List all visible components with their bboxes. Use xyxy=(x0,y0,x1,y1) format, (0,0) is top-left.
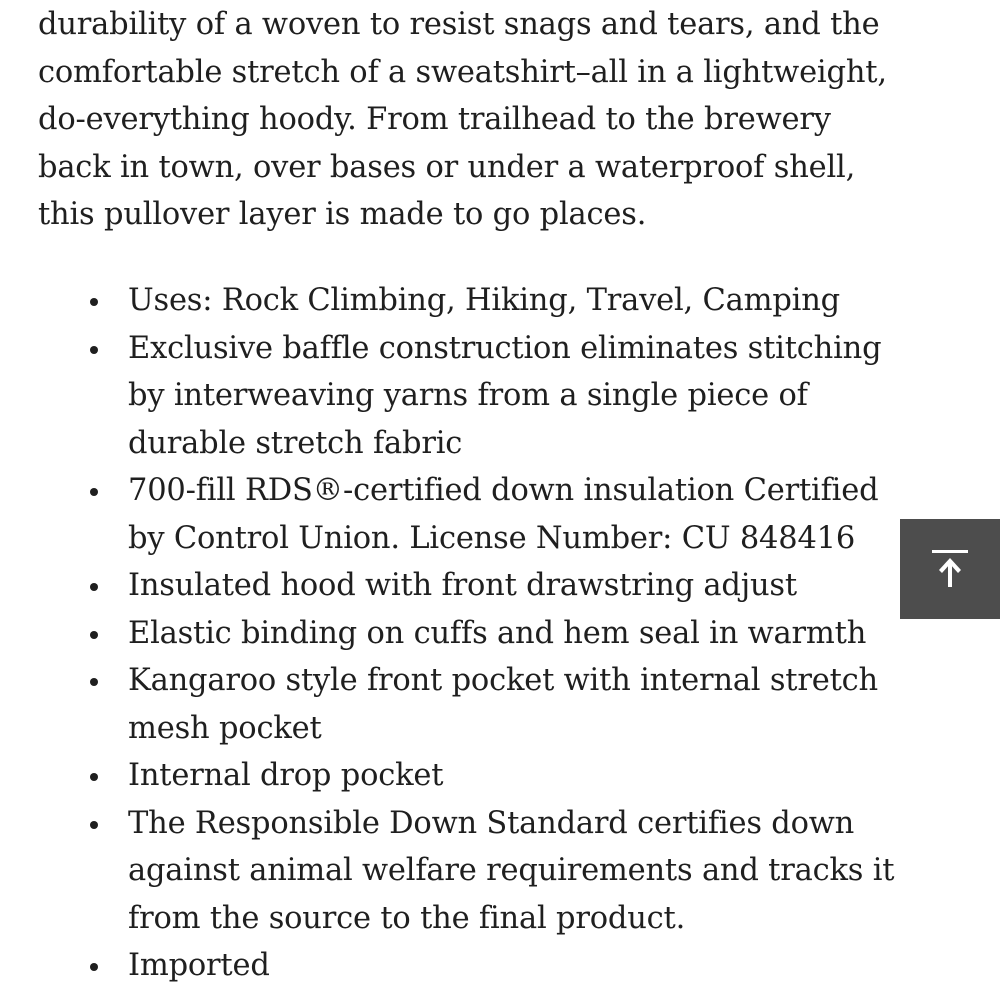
bullet-icon xyxy=(90,678,98,686)
feature-text: by interweaving yarns from a single piece of xyxy=(128,378,808,413)
feature-item xyxy=(90,325,950,468)
description-paragraph xyxy=(38,1,978,239)
feature-item xyxy=(90,562,950,610)
bullet-icon xyxy=(90,298,98,306)
feature-text: Elastic binding on cuffs and hem seal in warmth xyxy=(128,615,867,651)
feature-text: Exclusive baffle construction eliminates stitching xyxy=(128,330,882,366)
bullet-icon xyxy=(90,821,98,829)
paragraph-line: do-everything hoody. From trailhead to the brewery xyxy=(38,102,831,137)
feature-item xyxy=(90,610,950,658)
bullet-icon xyxy=(90,773,98,781)
paragraph-line: durability of a woven to resist snags and tears, and the xyxy=(38,7,880,42)
feature-text: Internal drop pocket xyxy=(128,758,444,793)
bullet-icon xyxy=(90,963,98,971)
bullet-icon xyxy=(90,346,98,354)
feature-item xyxy=(90,800,950,943)
feature-text: against animal welfare requirements and tracks it xyxy=(128,853,895,888)
paragraph-line: back in town, over bases or under a waterproof shell, xyxy=(38,149,856,185)
feature-item xyxy=(90,277,950,325)
paragraph-line: comfortable stretch of a sweatshirt–all in a lightweight, xyxy=(38,54,887,90)
bullet-icon xyxy=(90,488,98,496)
arrow-up-to-line-icon xyxy=(928,547,972,591)
feature-text: durable stretch fabric xyxy=(128,425,463,461)
feature-text: Kangaroo style front pocket with internal stretch xyxy=(128,663,878,698)
feature-text: Insulated hood with front drawstring adjust xyxy=(128,568,797,603)
feature-text: 700-fill RDS®-certified down insulation Certified xyxy=(128,473,879,508)
feature-text: Uses: Rock Climbing, Hiking, Travel, Camping xyxy=(128,283,840,318)
feature-text: Imported xyxy=(128,948,270,983)
feature-text: from the source to the final product. xyxy=(128,900,686,936)
back-to-top-button[interactable] xyxy=(900,519,1000,619)
feature-item xyxy=(90,752,950,800)
feature-text: mesh pocket xyxy=(128,710,322,746)
feature-item xyxy=(90,657,950,752)
feature-item xyxy=(90,467,950,562)
feature-text: by Control Union. License Number: CU 848416 xyxy=(128,520,856,556)
feature-list xyxy=(90,277,950,990)
feature-text: The Responsible Down Standard certifies down xyxy=(128,805,855,841)
bullet-icon xyxy=(90,583,98,591)
paragraph-line: this pullover layer is made to go places. xyxy=(38,197,647,232)
bullet-icon xyxy=(90,631,98,639)
feature-item xyxy=(90,942,950,990)
